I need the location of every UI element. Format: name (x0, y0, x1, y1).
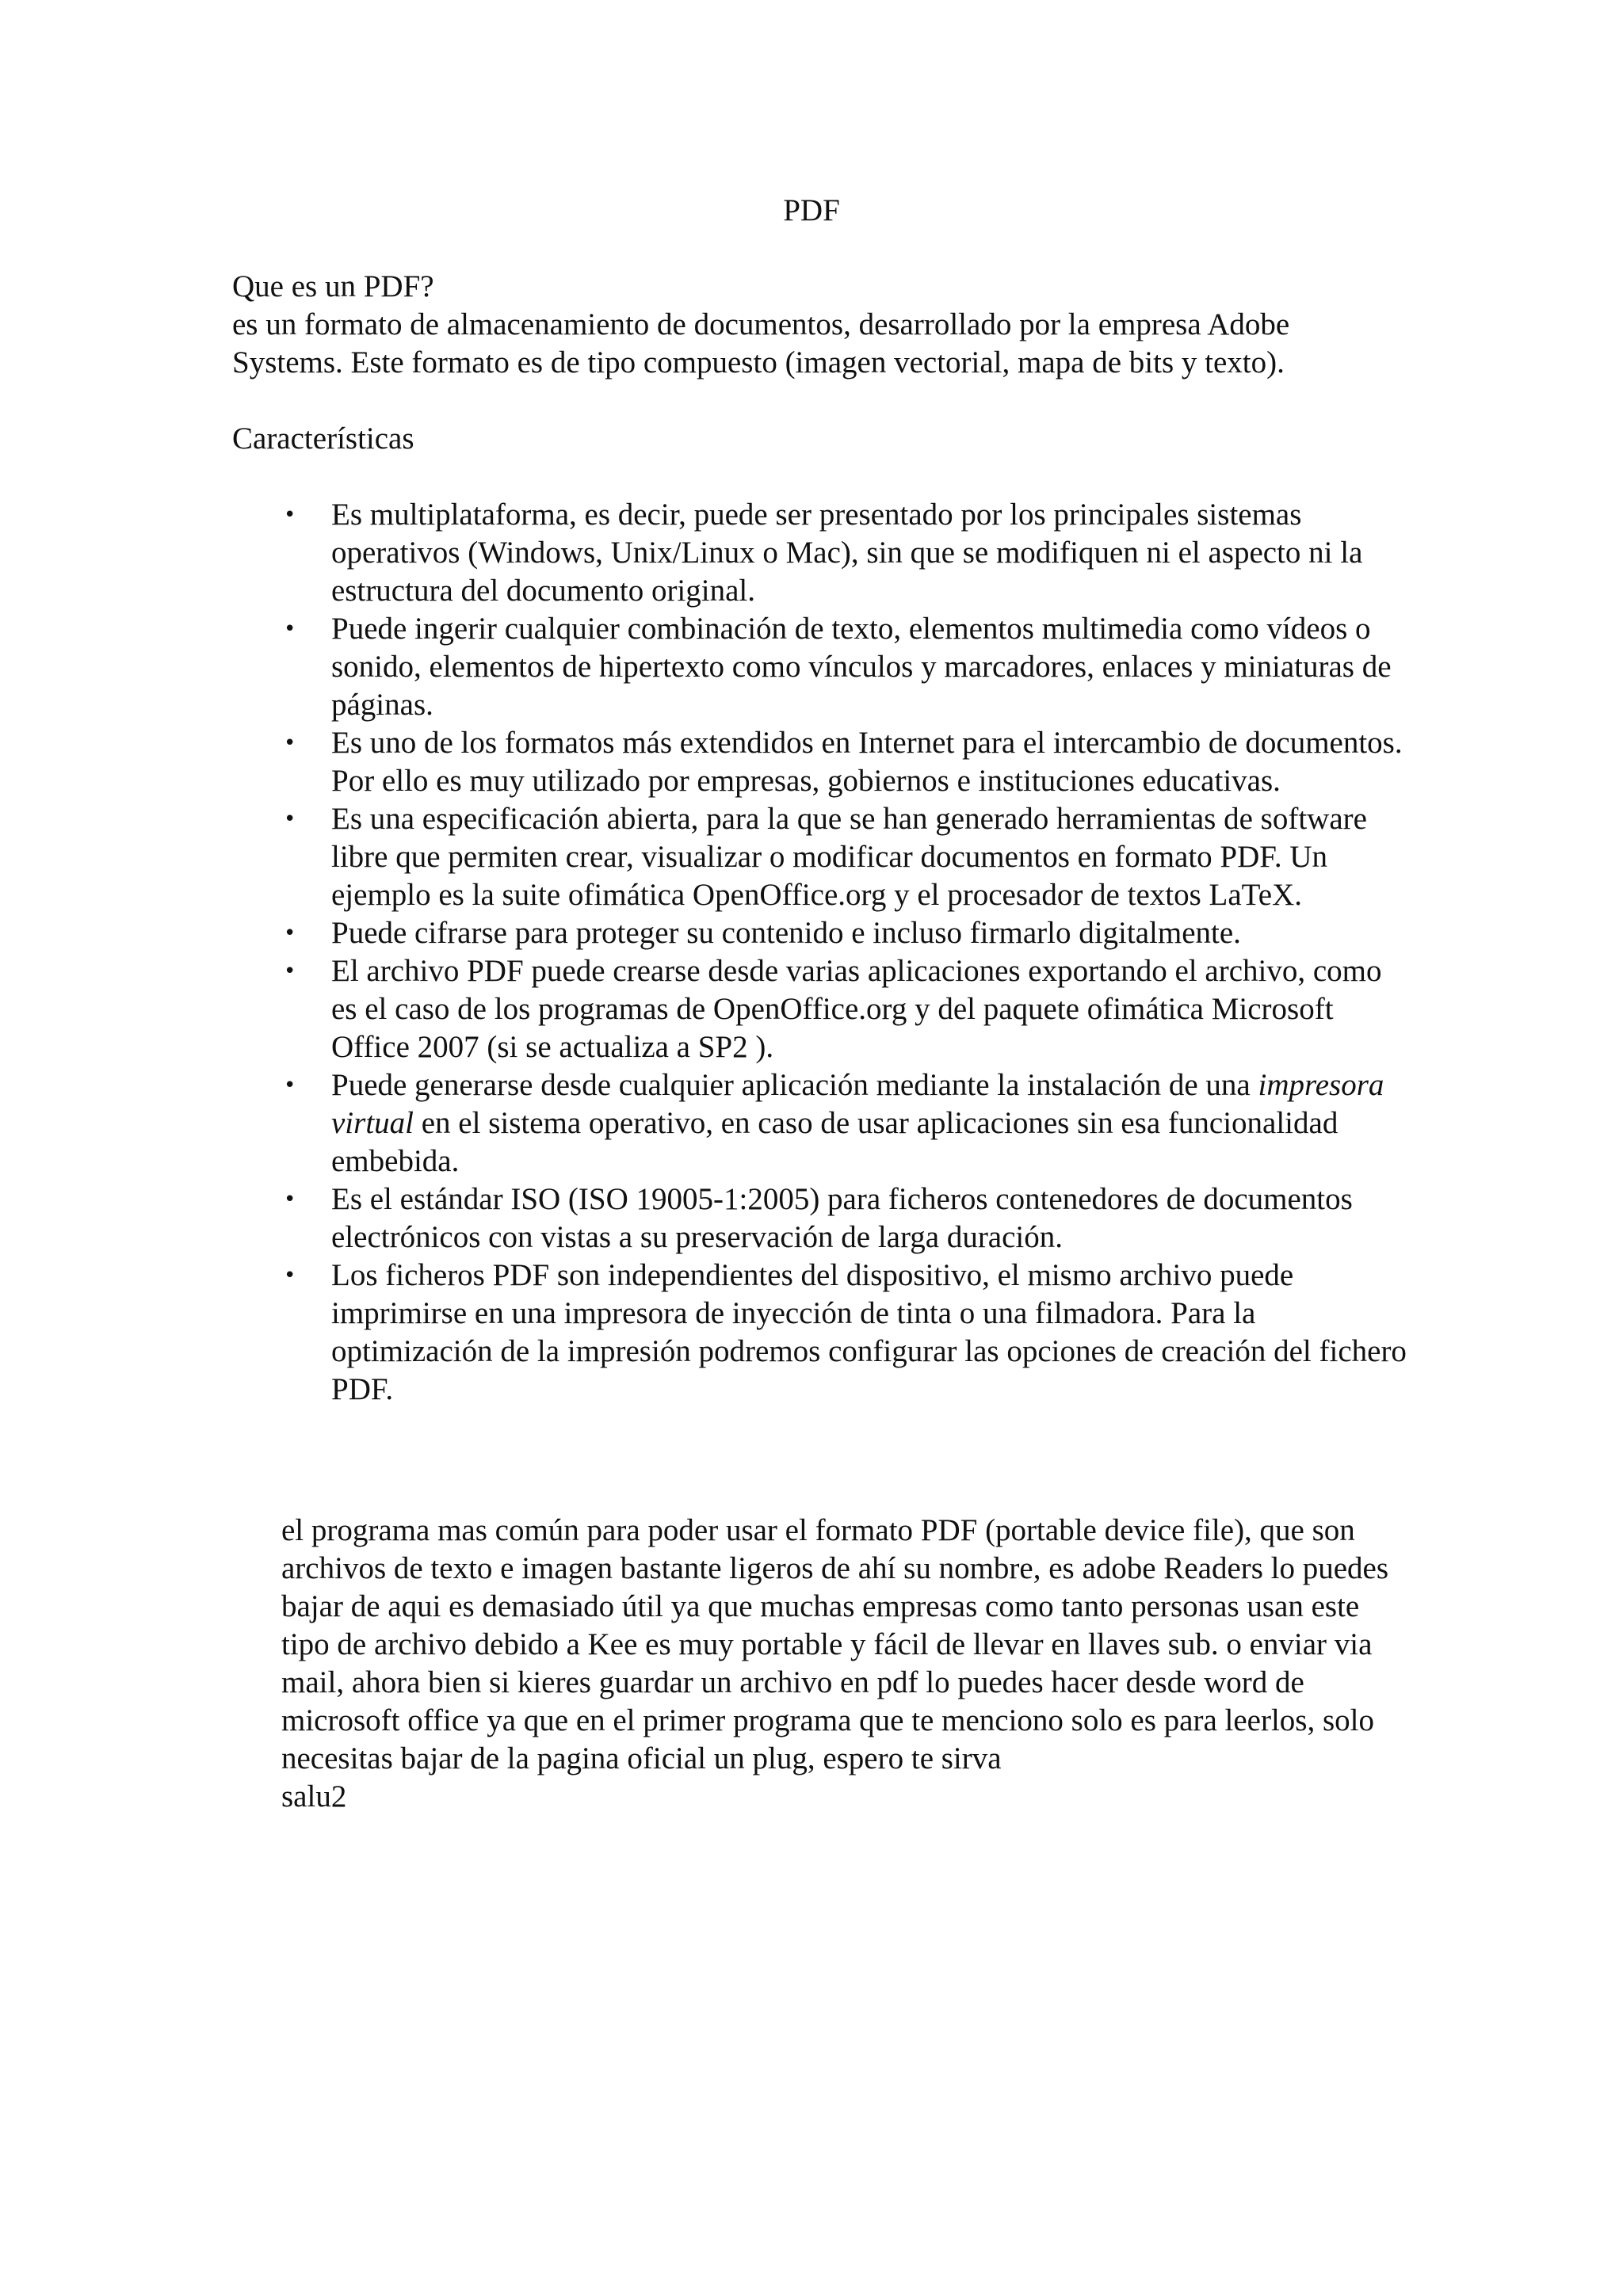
features-list (281, 496, 1407, 1409)
list-item (281, 610, 1407, 724)
bullet-icon: • (284, 921, 296, 945)
bullet-icon: • (284, 617, 296, 641)
reply-paragraph: el programa mas común para poder usar el formato PDF (portable device file), que son archivos de texto e imagen bastante ligeros de ahí su nombre, es adobe Readers lo puedes bajar de aqui es demasiado útil ya que muchas empresas como tanto personas usan este tipo de archivo debido a Kee es muy portable y fácil de llevar en llaves sub. o enviar via mail, ahora bien si kieres guardar un archivo en pdf lo puedes hacer desde word de microsoft office ya que en el primer programa que te menciono solo es para leerlos, solo necesitas bajar de la pagina oficial un plug, espero te sirva (281, 1513, 1389, 1775)
bullet-icon: • (284, 1264, 296, 1287)
feature-text-before: Puede generarse desde cualquier aplicación mediante la instalación de una (331, 1068, 1258, 1102)
feature-text: Es uno de los formatos más extendidos en Internet para el intercambio de documentos. Por ello es muy utilizado por empresas, gobiernos e instituciones educativas. (331, 726, 1403, 798)
feature-text: Es multiplataforma, es decir, puede ser presentado por los principales sistemas operativos (Windows, Unix/Linux o Mac), sin que se modifiquen ni el aspecto ni la estructura del documento original. (331, 498, 1363, 608)
feature-text: Es el estándar ISO (ISO 19005-1:2005) para ficheros contenedores de documentos electrónicos con vistas a su preservación de larga duración. (331, 1182, 1353, 1254)
bullet-icon: • (284, 503, 296, 527)
list-item (281, 1066, 1407, 1180)
feature-text-after: en el sistema operativo, en caso de usar aplicaciones sin esa funcionalidad embebida. (331, 1106, 1338, 1178)
bullet-icon: • (284, 807, 296, 831)
bullet-icon: • (284, 1188, 296, 1211)
bullet-icon: • (284, 731, 296, 755)
question-heading: Que es un PDF? (232, 269, 434, 303)
feature-text: Es una especificación abierta, para la que se han generado herramientas de software libre que permiten crear, visualizar o modificar documentos en formato PDF. Un ejemplo es la suite ofimática OpenOffice.org y el procesador de textos LaTeX. (331, 802, 1367, 912)
intro-section (232, 268, 1405, 382)
feature-text: El archivo PDF puede crearse desde varias aplicaciones exportando el archivo, como es el caso de los programas de OpenOffice.org y del paquete ofimática Microsoft Office 2007 (si se actualiza a SP2 ). (331, 954, 1382, 1064)
feature-text: Puede ingerir cualquier combinación de texto, elementos multimedia como vídeos o sonido, elementos de hipertexto como vínculos y marcadores, enlaces y miniaturas de páginas. (331, 612, 1392, 722)
definition-paragraph: es un formato de almacenamiento de documentos, desarrollado por la empresa Adobe Systems. Este formato es de tipo compuesto (imagen vectorial, mapa de bits y texto). (232, 307, 1290, 379)
list-item (281, 1257, 1407, 1409)
bullet-icon: • (284, 1074, 296, 1097)
feature-text: Los ficheros PDF son independientes del dispositivo, el mismo archivo puede imprimirse en una impresora de inyección de tinta o una filmadora. Para la optimización de la impresión podremos configurar las opciones de creación del fichero PDF. (331, 1258, 1407, 1406)
italic-term: impresora virtual (331, 1068, 1384, 1140)
list-item (281, 724, 1407, 800)
list-item (281, 1180, 1407, 1257)
features-heading: Características (232, 421, 414, 456)
reply-section (281, 1512, 1407, 1816)
list-item (281, 496, 1407, 610)
feature-text: Puede cifrarse para proteger su contenido e incluso firmarlo digitalmente. (331, 916, 1241, 950)
document-title: PDF (783, 193, 840, 227)
list-item (281, 914, 1407, 952)
list-item (281, 800, 1407, 914)
signature: salu2 (281, 1779, 347, 1814)
bullet-icon: • (284, 959, 296, 983)
list-item (281, 952, 1407, 1066)
